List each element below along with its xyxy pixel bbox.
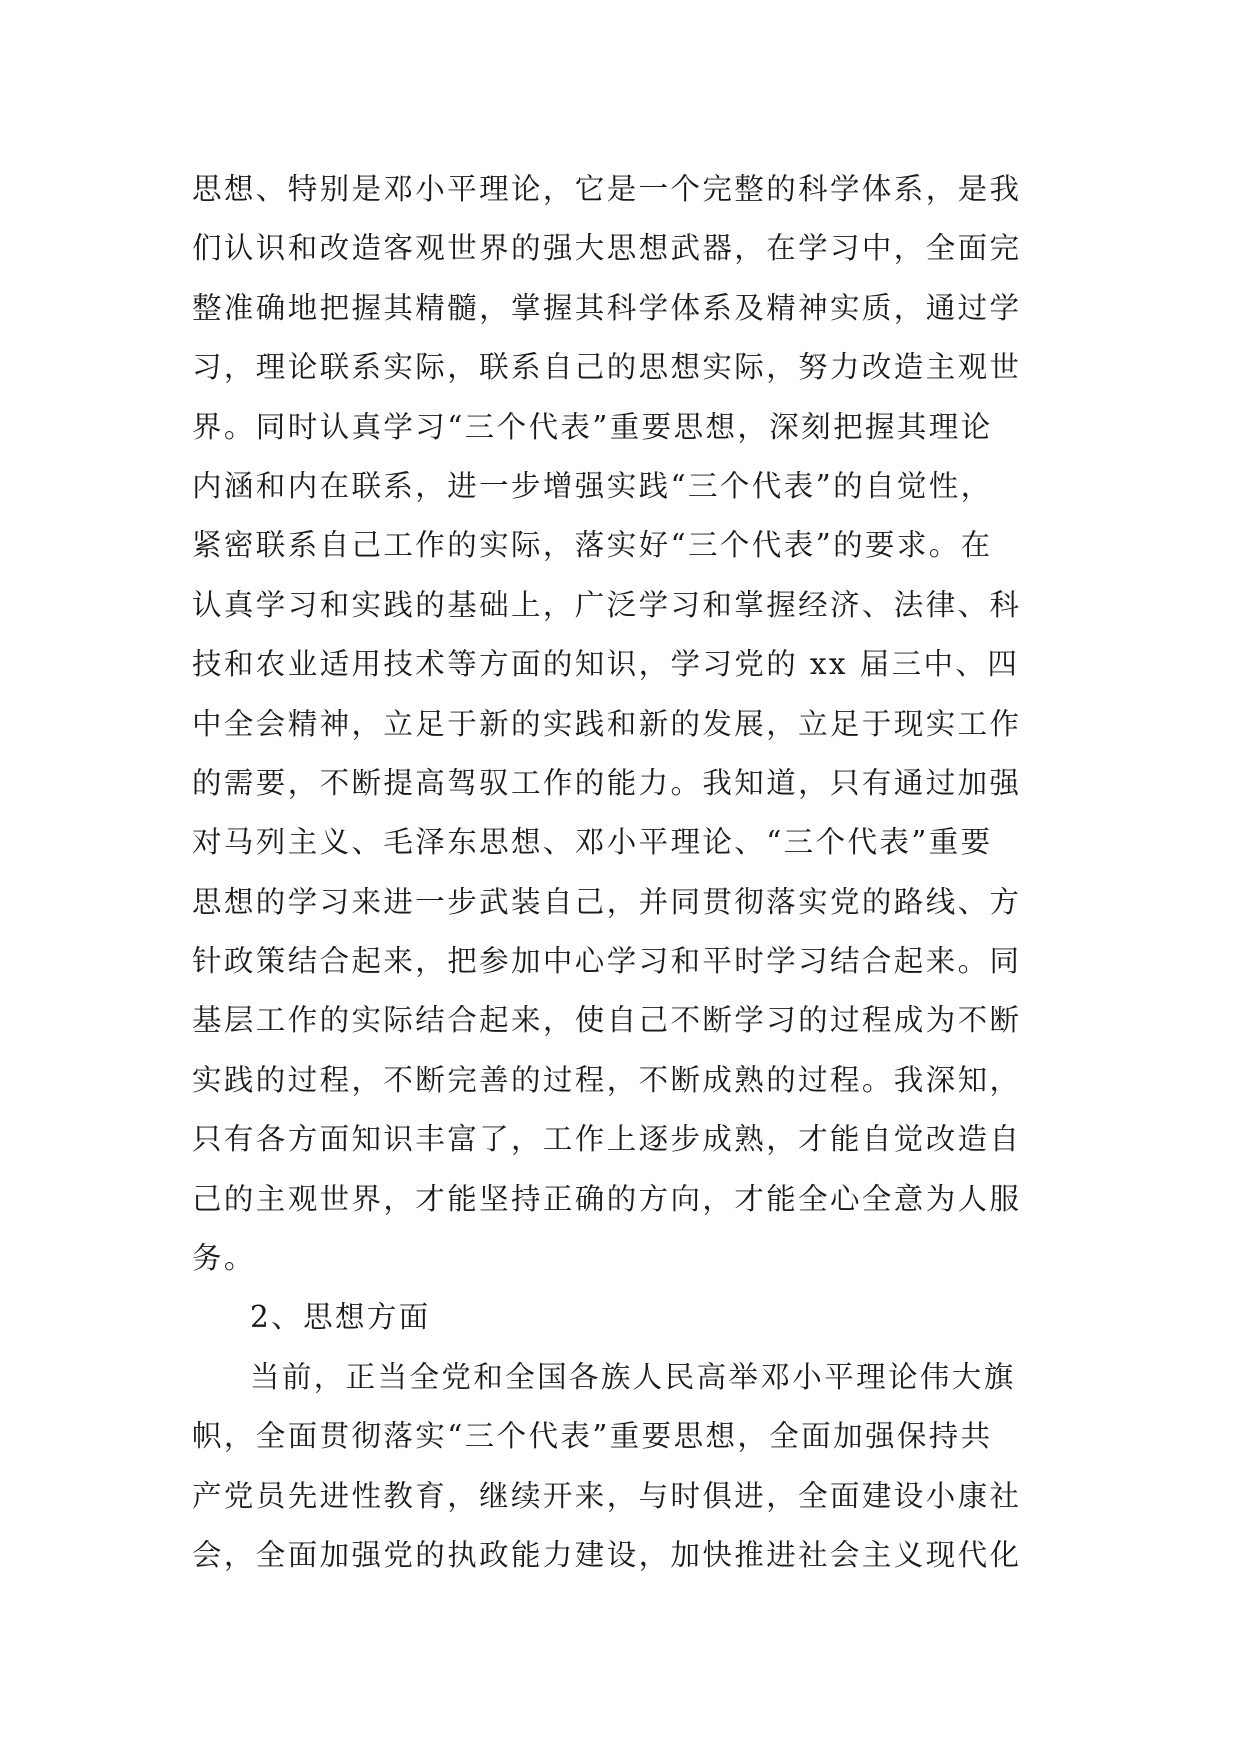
- text-line: 思想的学习来进一步武装自己，并同贯彻落实党的路线、方: [192, 884, 1022, 919]
- text-line: 对马列主义、毛泽东思想、邓小平理论、“三个代表”重要: [192, 825, 993, 860]
- text-line: 己的主观世界，才能坚持正确的方向，才能全心全意为人服: [192, 1181, 1022, 1216]
- text-line: 思想、特别是邓小平理论，它是一个完整的科学体系，是我: [192, 172, 1022, 206]
- text-line: 基层工作的实际结合起来，使自己不断学习的过程成为不断: [192, 1003, 1022, 1038]
- text-line: 习，理论联系实际，联系自己的思想实际，努力改造主观世: [192, 350, 1022, 385]
- text-line: 产党员先进性教育，继续开来，与时俱进，全面建设小康社: [192, 1478, 1022, 1513]
- text-line: 内涵和内在联系，进一步增强实践“三个代表”的自觉性，: [192, 468, 993, 503]
- section-heading: 2、思想方面: [250, 1300, 431, 1335]
- text-line: 实践的过程，不断完善的过程，不断成熟的过程。我深知，: [192, 1062, 1022, 1097]
- text-line: 技和农业适用技术等方面的知识，学习党的 xx 届三中、四: [192, 647, 1020, 682]
- text-line: 会，全面加强党的执政能力建设，加快推进社会主义现代化: [192, 1537, 1022, 1572]
- text-line: 界。同时认真学习“三个代表”重要思想，深刻把握其理论: [192, 409, 993, 444]
- text-line: 整准确地把握其精髓，掌握其科学体系及精神实质，通过学: [192, 290, 1022, 325]
- text-line: 的需要，不断提高驾驭工作的能力。我知道，只有通过加强: [192, 765, 1022, 800]
- text-line: 只有各方面知识丰富了，工作上逐步成熟，才能自觉改造自: [192, 1122, 1022, 1157]
- text-line: 们认识和改造客观世界的强大思想武器，在学习中，全面完: [192, 231, 1022, 266]
- text-line: 帜，全面贯彻落实“三个代表”重要思想，全面加强保持共: [192, 1419, 993, 1454]
- text-line: 针政策结合起来，把参加中心学习和平时学习结合起来。同: [192, 944, 1022, 979]
- text-line: 当前，正当全党和全国各族人民高举邓小平理论伟大旗: [250, 1359, 1016, 1394]
- body-text: [192, 160, 1062, 1585]
- text-line: 中全会精神，立足于新的实践和新的发展，立足于现实工作: [192, 706, 1022, 741]
- text-line: 认真学习和实践的基础上，广泛学习和掌握经济、法律、科: [192, 587, 1022, 622]
- text-line: 紧密联系自己工作的实际，落实好“三个代表”的要求。在: [192, 528, 993, 563]
- text-line: 务。: [192, 1241, 256, 1276]
